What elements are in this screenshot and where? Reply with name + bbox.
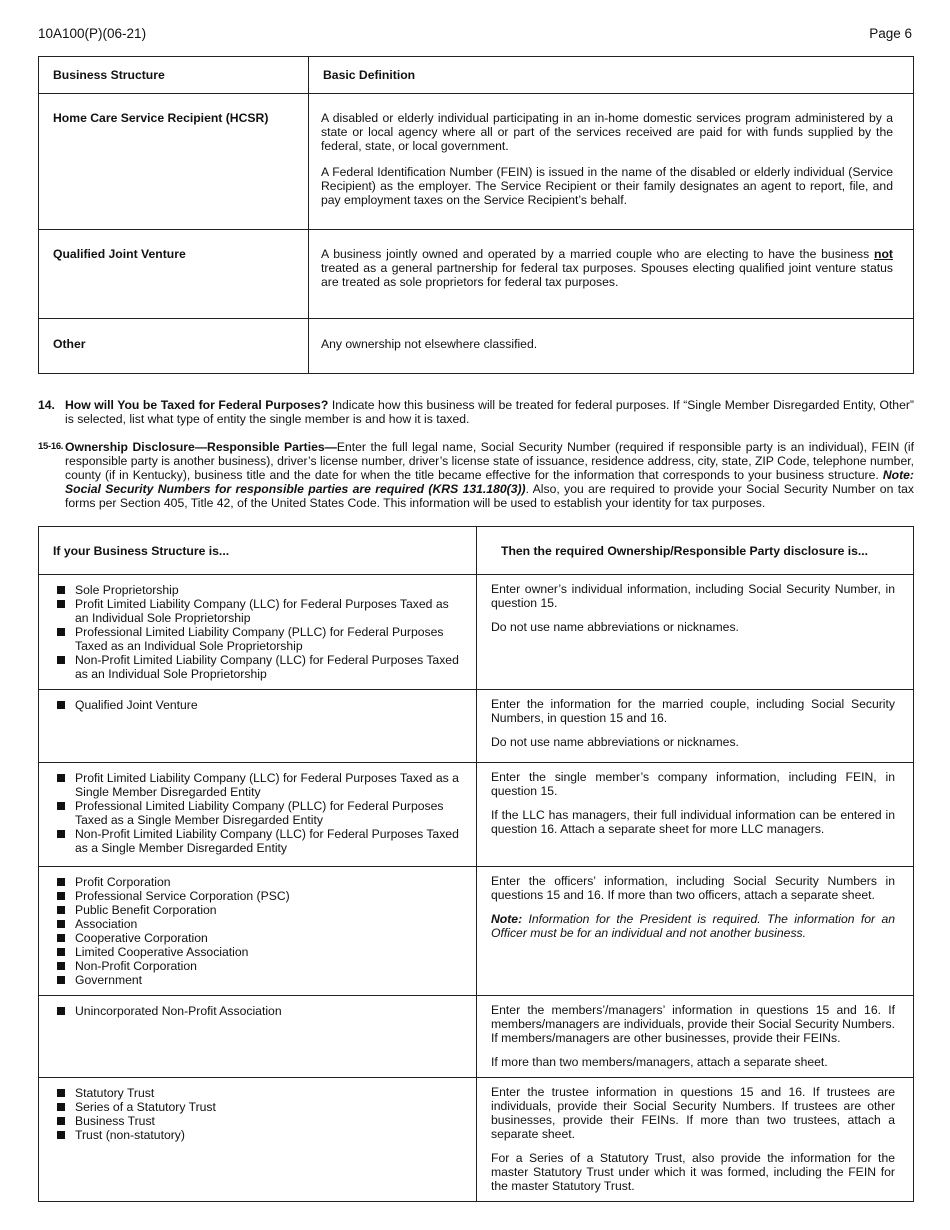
bullet-square-icon: [57, 920, 65, 928]
table-row: [39, 94, 914, 230]
structure-list-cell: [39, 690, 477, 763]
table-row: [39, 319, 914, 374]
list-item: Professional Service Corporation (PSC): [55, 889, 462, 903]
disclosure-paragraph: If more than two members/managers, attach a separate sheet.: [491, 1055, 828, 1069]
disclosure-paragraph: Enter owner’s individual information, including Social Security Number, in question 15.: [491, 582, 895, 610]
structure-list-cell: [39, 1078, 477, 1202]
bullet-square-icon: [57, 934, 65, 942]
table-row: [39, 867, 914, 996]
table-row: [39, 575, 914, 690]
structure-definition: [309, 94, 914, 230]
definition-paragraph: Any ownership not elsewhere classified.: [321, 337, 538, 351]
bullet-square-icon: [57, 600, 65, 608]
bullet-square-icon: [57, 586, 65, 594]
disclosure-paragraph: Enter the information for the married couple, including Social Security Numbers, in question 15 and 16.: [491, 697, 895, 725]
note-label: Note:: [491, 912, 523, 926]
structure-definition: [309, 319, 914, 374]
list-item: Series of a Statutory Trust: [55, 1100, 462, 1114]
bullet-square-icon: [57, 1131, 65, 1139]
page-header: [38, 27, 912, 43]
column-header: Then the required Ownership/Responsible Party disclosure is...: [477, 527, 914, 575]
list-item: Business Trust: [55, 1114, 462, 1128]
list-item: Public Benefit Corporation: [55, 903, 462, 917]
list-item: Association: [55, 917, 462, 931]
disclosure-paragraph: Do not use name abbreviations or nicknames.: [491, 735, 739, 749]
structure-list: [55, 698, 462, 712]
disclosure-cell: [477, 1078, 914, 1202]
bullet-square-icon: [57, 1117, 65, 1125]
disclosure-note: [491, 912, 895, 940]
bullet-square-icon: [57, 878, 65, 886]
list-item: Professional Limited Liability Company (PLLC) for Federal Purposes Taxed as a Single Member Disregarded Entity: [55, 799, 462, 827]
column-header: Basic Definition: [309, 57, 914, 94]
bullet-square-icon: [57, 701, 65, 709]
section-number: 15-16.: [38, 441, 64, 452]
section-text: Enter the full legal name, Social Security Number (required if responsible party is an individual), FEIN (if responsible party is another business), driver’s license number, driver’s license state of issuance, residence address, city, state, ZIP Code, telephone number, county (if in Kentucky), business title and the date for when the title became effective for the information that corresponds to your business structure.: [65, 440, 915, 482]
section-title: How will You be Taxed for Federal Purposes?: [65, 398, 329, 412]
disclosure-cell: [477, 996, 914, 1078]
definition-paragraph: A disabled or elderly individual participating in an in-home domestic services program administered by a state or local agency where all or part of the services received are paid for with funds supplied by the federal, state, or local government.: [321, 111, 893, 153]
bullet-square-icon: [57, 1007, 65, 1015]
list-item: Statutory Trust: [55, 1086, 462, 1100]
list-item: Non-Profit Limited Liability Company (LLC) for Federal Purposes Taxed as a Single Member Disregarded Entity: [55, 827, 462, 855]
disclosure-paragraph: If the LLC has managers, their full individual information can be entered in question 16. Attach a separate sheet for more LLC managers.: [491, 808, 895, 836]
disclosure-paragraph: Enter the members’/managers’ information in questions 15 and 16. If members/managers are individuals, provide their Social Security Numbers. If members/managers are other businesses, provide their FEINs.: [491, 1003, 895, 1045]
disclosure-paragraph: Enter the trustee information in questions 15 and 16. If trustees are individuals, provide their Social Security Numbers. If trustees are other businesses, provide their FEINs. If more than two trustees, attach a separate sheet.: [491, 1085, 895, 1141]
bullet-square-icon: [57, 948, 65, 956]
section-title: Ownership Disclosure—Responsible Parties—: [65, 440, 337, 454]
bullet-square-icon: [57, 962, 65, 970]
disclosure-cell: [477, 763, 914, 867]
bullet-square-icon: [57, 1089, 65, 1097]
list-item: Profit Limited Liability Company (LLC) for Federal Purposes Taxed as an Individual Sole Proprietorship: [55, 597, 462, 625]
bullet-square-icon: [57, 1103, 65, 1111]
disclosure-paragraph: For a Series of a Statutory Trust, also provide the information for the master Statutory Trust under which it was formed, including the FEIN for the master Statutory Trust.: [491, 1151, 895, 1193]
structure-name: Home Care Service Recipient (HCSR): [39, 94, 309, 230]
form-id: 10A100(P)(06-21): [38, 26, 147, 41]
structure-definition: [309, 230, 914, 319]
list-item: Trust (non-statutory): [55, 1128, 462, 1142]
definition-text: treated as a general partnership for federal tax purposes. Spouses electing qualified joint venture status are treated as sole proprietors for federal tax purposes.: [321, 261, 893, 289]
bullet-square-icon: [57, 628, 65, 636]
section-body: [65, 440, 914, 510]
section-15-16: [38, 440, 914, 510]
list-item: Qualified Joint Venture: [55, 698, 462, 712]
bullet-square-icon: [57, 802, 65, 810]
structure-list-cell: [39, 763, 477, 867]
section-body: [65, 398, 914, 426]
table-header-row: [39, 57, 914, 94]
table-row: [39, 230, 914, 319]
business-structure-definition-table: [38, 56, 914, 374]
bullet-square-icon: [57, 830, 65, 838]
list-item: Unincorporated Non-Profit Association: [55, 1004, 462, 1018]
list-item: Non-Profit Corporation: [55, 959, 462, 973]
list-item: Limited Cooperative Association: [55, 945, 462, 959]
section-text: Indicate how this business will be treated for federal purposes. If “Single Member Disregarded Entity, Other” is selected, list what type of entity the single member is and how it is taxed.: [65, 398, 914, 426]
page-number: Page 6: [869, 26, 912, 41]
structure-name: Qualified Joint Venture: [39, 230, 309, 319]
structure-list: [55, 583, 462, 681]
table-row: [39, 690, 914, 763]
section-number: 14.: [38, 398, 55, 412]
list-item: Sole Proprietorship: [55, 583, 462, 597]
definition-paragraph: [321, 247, 893, 289]
list-item: Government: [55, 973, 462, 987]
disclosure-paragraph: Enter the single member’s company information, including FEIN, in question 15.: [491, 770, 895, 798]
structure-list: [55, 771, 462, 855]
table-row: [39, 763, 914, 867]
structure-name: Other: [39, 319, 309, 374]
disclosure-paragraph: Enter the officers’ information, including Social Security Numbers in questions 15 and 16. If more than two officers, attach a separate sheet.: [491, 874, 895, 902]
disclosure-cell: [477, 690, 914, 763]
disclosure-cell: [477, 575, 914, 690]
definition-paragraph: A Federal Identification Number (FEIN) is issued in the name of the disabled or elderly individual (Service Recipient) as the employer. The Service Recipient or their family designates an agent to report, file, and pay employment taxes on the Service Recipient’s behalf.: [321, 165, 893, 207]
emphasis-not: not: [874, 247, 893, 261]
structure-list: [55, 875, 462, 987]
definition-text: A business jointly owned and operated by a married couple who are electing to have the business: [321, 247, 875, 261]
list-item: Profit Limited Liability Company (LLC) for Federal Purposes Taxed as a Single Member Disregarded Entity: [55, 771, 462, 799]
structure-list-cell: [39, 867, 477, 996]
list-item: Professional Limited Liability Company (PLLC) for Federal Purposes Taxed as an Individual Sole Proprietorship: [55, 625, 462, 653]
disclosure-paragraph: Do not use name abbreviations or nicknames.: [491, 620, 739, 634]
list-item: Profit Corporation: [55, 875, 462, 889]
bullet-square-icon: [57, 656, 65, 664]
table-row: [39, 1078, 914, 1202]
list-item: Non-Profit Limited Liability Company (LLC) for Federal Purposes Taxed as an Individual Sole Proprietorship: [55, 653, 462, 681]
section-14: [38, 398, 914, 426]
structure-list-cell: [39, 575, 477, 690]
section-text: . Also, you are required to provide your Social Security Number on tax forms per Section 405, Title 42, of the United States Code. This information will be used to establish your identity for tax purposes.: [65, 482, 914, 510]
ssn-note: Note: Social Security Numbers for responsible parties are required (KRS 131.180(3)): [65, 468, 914, 496]
structure-list: [55, 1004, 462, 1018]
list-item: Cooperative Corporation: [55, 931, 462, 945]
table-header-row: [39, 527, 914, 575]
bullet-square-icon: [57, 976, 65, 984]
bullet-square-icon: [57, 892, 65, 900]
table-row: [39, 996, 914, 1078]
disclosure-cell: [477, 867, 914, 996]
structure-list-cell: [39, 996, 477, 1078]
bullet-square-icon: [57, 906, 65, 914]
column-header: Business Structure: [39, 57, 309, 94]
ownership-disclosure-table: [38, 526, 914, 1202]
bullet-square-icon: [57, 774, 65, 782]
column-header: If your Business Structure is...: [39, 527, 477, 575]
structure-list: [55, 1086, 462, 1142]
note-text: Information for the President is required. The information for an Officer must be for an individual and not another business.: [491, 912, 895, 940]
